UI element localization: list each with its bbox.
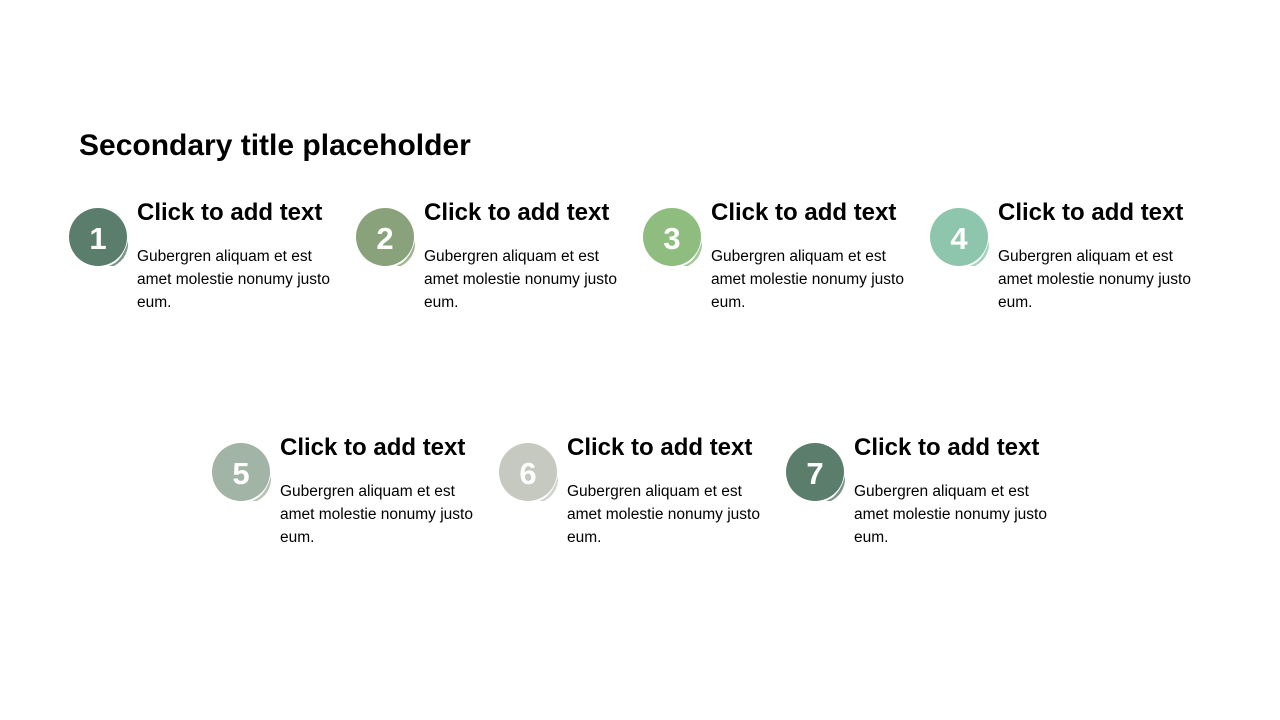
badge-number: 2 (376, 221, 394, 256)
item-body[interactable]: Gubergren aliquam et est amet molestie nonumy justo eum. (854, 483, 1047, 546)
list-item-3 (643, 199, 913, 329)
item-body[interactable]: Gubergren aliquam et est amet molestie nonumy justo eum. (424, 248, 617, 311)
item-heading[interactable]: Click to add text (998, 199, 1184, 226)
item-heading[interactable]: Click to add text (137, 199, 323, 226)
number-badge (786, 443, 846, 503)
badge-number: 7 (806, 456, 824, 491)
list-item-6 (499, 434, 769, 564)
item-body[interactable]: Gubergren aliquam et est amet molestie nonumy justo eum. (711, 248, 904, 311)
item-body[interactable]: Gubergren aliquam et est amet molestie nonumy justo eum. (137, 248, 330, 311)
item-body[interactable]: Gubergren aliquam et est amet molestie nonumy justo eum. (280, 483, 473, 546)
number-badge (69, 208, 129, 268)
badge-number: 6 (519, 456, 537, 491)
number-badge (499, 443, 559, 503)
number-badge (643, 208, 703, 268)
badge-number: 3 (663, 221, 681, 256)
badge-number: 4 (950, 221, 968, 256)
list-item-5 (212, 434, 482, 564)
item-heading[interactable]: Click to add text (711, 199, 897, 226)
list-item-4 (930, 199, 1200, 329)
badge-number: 1 (89, 221, 107, 256)
badge-number: 5 (232, 456, 250, 491)
list-item-2 (356, 199, 626, 329)
page-title[interactable]: Secondary title placeholder (79, 129, 471, 162)
item-heading[interactable]: Click to add text (424, 199, 610, 226)
list-item-1 (69, 199, 339, 329)
item-body[interactable]: Gubergren aliquam et est amet molestie nonumy justo eum. (998, 248, 1191, 311)
item-heading[interactable]: Click to add text (567, 434, 753, 461)
number-badge (930, 208, 990, 268)
item-heading[interactable]: Click to add text (854, 434, 1040, 461)
number-badge (212, 443, 272, 503)
number-badge (356, 208, 416, 268)
item-body[interactable]: Gubergren aliquam et est amet molestie nonumy justo eum. (567, 483, 760, 546)
item-heading[interactable]: Click to add text (280, 434, 466, 461)
list-item-7 (786, 434, 1056, 564)
